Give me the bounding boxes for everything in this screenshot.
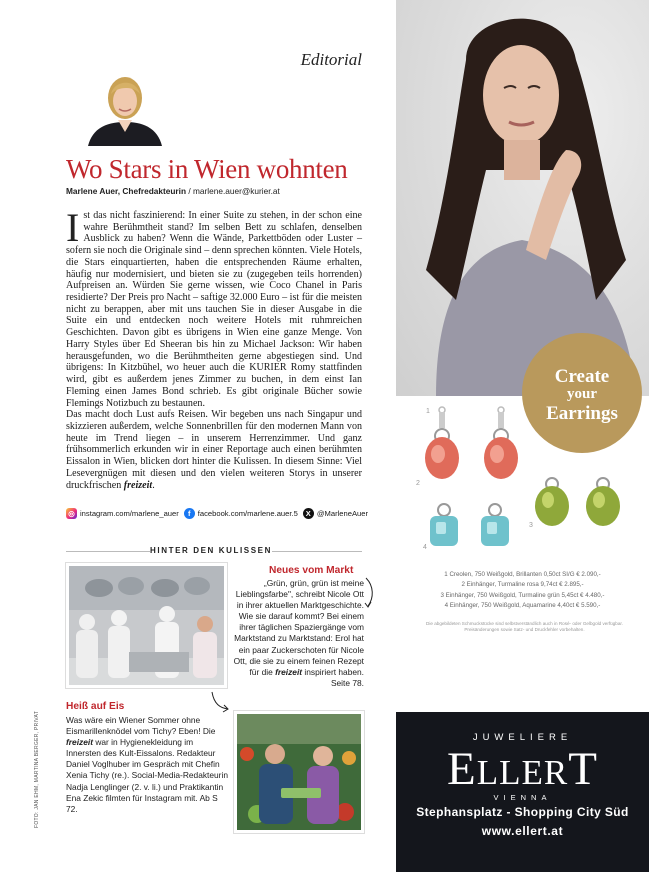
instagram-icon: ◎: [66, 508, 77, 519]
kulissen-heading: HINTER DEN KULISSEN: [150, 546, 272, 555]
jewelry-ad: [396, 0, 649, 872]
item-number-1: 1: [426, 408, 430, 415]
store-locations: Stephansplatz - Shopping City Süd: [416, 805, 629, 819]
body-paragraph-1: st das nicht faszinierend: In einer Suite zu stehen, in der schon eine wahre Berühmtheit stand? Im selben Bett zu schlafen, denselben Ausblick zu haben? Wenn die Wände, Parkettböden oder Luster – sofern sie noch die Originale sind – denn sprechen könnten. Viele Hotels, die Stars einquartierten, haben die entsprechenden Räume erhalten, häufig nur modernisiert, und bieten sie zu (zugegeben teils horrenden) Aufpreisen an. Würden Sie gerne wissen, wie Coco Chanel in Paris residierte? Der Preis pro Nacht – saftige 32.000 Euro – ist für die meisten nicht zu berappen, aber mit uns tauchen Sie in dieser Ausgabe in die Suite ein und entdecken noch weitere Hotels mit ruhmreichen Geschichten. Davon gibt es übrigens in Wien eine ganze Menge. Von Harry Styles über Ed Sheeran bis hin zu Michael Jackson: Wir haben herausgefunden, wo die Berühmtheiten gerne abgestiegen sind. Und übrigens: In Kitzbühel, wo heuer auch die KURIER Romy stattfinden wird, gibt es außerdem jenes Zimmer zu buchen, in dem einst Ian Fleming einen James Bond schrieb. Es gibt originale Bücher sowie Flemings Notizbuch zu bestaunen.: [66, 210, 362, 409]
brand-city: VIENNA: [493, 793, 552, 802]
x-icon: X: [303, 508, 314, 519]
photo-ice-cream-kitchen: [66, 563, 227, 688]
brand-word: freizeit: [275, 666, 303, 677]
author-portrait: [84, 64, 166, 146]
photo-credit: FOTO: JAN EHM, MARTINA BERGER, PRIVAT: [34, 710, 40, 828]
website-link[interactable]: www.ellert.at: [481, 824, 564, 838]
article-title: Wo Stars in Wien wohnten: [66, 154, 348, 184]
brand-subtitle: JUWELIERE: [472, 732, 573, 743]
brand-word: freizeit: [66, 737, 93, 748]
photo-market-stand: [234, 711, 364, 833]
brand-logo: ELLERT: [447, 743, 598, 795]
item-number-3: 3: [529, 522, 533, 529]
neues-text: „Grün, grün, grün ist meine Lieblingsfarbe", schreibt Nicole Ott in ihrer aktuellen Marktgeschichte. Wie sie darauf kommt? Bei einem ihrer täglichen Spaziergänge vom Marktstand zu Marktstand: Erol hat ein paar Zuckerschoten für Nicole Ott, die sie zu einem feinen Rezept für die freizeit inspiriert haben. Seite 78.: [233, 578, 364, 688]
price-line: 1 Creolen, 750 Weißgold, Brillanten 0,50ct SI/G € 2.090,-: [444, 571, 601, 578]
article-body: Ist das nicht faszinierend: In einer Suite zu stehen, in der schon eine wahre Berühmtheit stand? Im selben Bett zu schlafen, denselben Ausblick zu haben? Wenn die Wände, Parkettböden oder Luster – sofern sie noch die Originale sind – denn sprechen könnten. Viele Hotels, die Stars einquartierten, haben die entsprechenden Räume erhalten, häufig nur modernisiert, und bieten sie zu (zugegeben teils horrenden) Aufpreisen an. Würden Sie gerne wissen, wie Coco Chanel in Paris residierte? Der Preis pro Nacht – saftige 32.000 Euro – ist für die meisten nicht zu berappen, aber mit uns tauchen Sie in dieser Ausgabe in die Suite ein und entdecken noch weitere Hotels mit ruhmreichen Geschichten. Davon gibt es übrigens in Wien eine ganze Menge. Von Harry Styles über Ed Sheeran bis hin zu Michael Jackson: Wir haben herausgefunden, wo die Berühmtheiten gerne abgestiegen sind. Und übrigens: In Kitzbühel, wo heuer auch die KURIER Romy stattfinden wird, gibt es außerdem jenes Zimmer zu buchen, in dem einst Ian Fleming einen James Bond schrieb. Es gibt originale Bücher sowie Flemings Notizbuch zu bestaunen. Das macht doch Lust aufs Reisen. Wir begeben uns nach Singapur und skizzieren außerdem, welche Sonnenbrillen für den modernen Mann von heute im Trend liegen – in unserem Herrenzimmer. Und ganz frühsommerlich erkunden wir in einer Reportage auch einen berühmten Eissalon in Wien, blicken dort hinter die Kulissen. In diesem Sinne: Viel Lesevergnügen mit diesen und den vielen weiteren Storys in unserer druckfrischen freizeit.: [66, 205, 362, 491]
heiss-text: Was wäre ein Wiener Sommer ohne Eismarillenknödel vom Tichy? Eben! Die freizeit war in Hygienekleidung im Innersten des Kult-Eissalons. Redakteur Daniel Voglhuber im Gespräch mit Chefin Xenia Tichy (re.). Social-Media-Redakteurin Nadja Lenglinger (2. v. li.) und Praktikantin Ena Zekic filmten für Instagram mit. Ab S 72.: [66, 715, 228, 814]
heiss-heading: Heiß auf Eis: [66, 701, 125, 712]
arrow-down-icon: [362, 576, 376, 610]
price-list: [396, 570, 649, 611]
item-number-2: 2: [416, 480, 420, 487]
author-email[interactable]: marlene.auer@kurier.at: [192, 186, 280, 196]
x-link[interactable]: X @MarleneAuer: [303, 508, 368, 519]
price-line: 3 Einhänger, 750 Weißgold, Turmaline grün 5,45ct € 4.480,-: [440, 591, 605, 599]
facebook-icon: f: [184, 508, 195, 519]
ellert-brand-block: [396, 712, 649, 872]
instagram-link[interactable]: ◎ instagram.com/marlene_auer: [66, 508, 179, 519]
create-earrings-badge: Create your Earrings: [522, 333, 642, 453]
facebook-link[interactable]: f facebook.com/marlene.auer.5: [184, 508, 298, 519]
body-paragraph-2: Das macht doch Lust aufs Reisen. Wir begeben uns nach Singapur und skizzieren außerdem, welche Sonnenbrillen für den modernen Mann von heute im Trend liegen – in unserem Herrenzimmer. Und ganz frühsommerlich erkunden wir in einer Reportage auch einen berühmten Eissalon in Wien, blicken dort hinter die Kulissen. In diesem Sinne: Viel Lesevergnügen mit diesen und den vielen weiteren Storys in unserer druckfrischen: [66, 409, 362, 491]
neues-heading: Neues vom Markt: [269, 565, 354, 576]
model-photo: [396, 0, 649, 396]
fine-print: Die abgebildeten Schmuckstücke sind selbstverständlich auch in Rosé- oder Gelbgold verfügbar. Preisänderungen sowie Satz- und Druckfehler vorbehalten.: [426, 621, 623, 633]
section-label: Editorial: [300, 50, 362, 69]
price-line: 2 Einhänger, Turmaline rosa 9,74ct € 2.895,-: [461, 581, 584, 589]
item-number-4: 4: [423, 544, 427, 551]
social-links: [66, 508, 373, 519]
drop-cap: I: [66, 205, 80, 250]
brand-word: freizeit: [123, 479, 153, 491]
author-name: Marlene Auer, Chefredakteurin: [66, 186, 187, 196]
arrow-right-icon: [210, 690, 230, 714]
price-line: 4 Einhänger, 750 Weißgold, Aquamarine 4,40ct € 5.590,-: [444, 601, 601, 609]
byline: Marlene Auer, Chefredakteurin / marlene.auer@kurier.at: [66, 186, 280, 196]
